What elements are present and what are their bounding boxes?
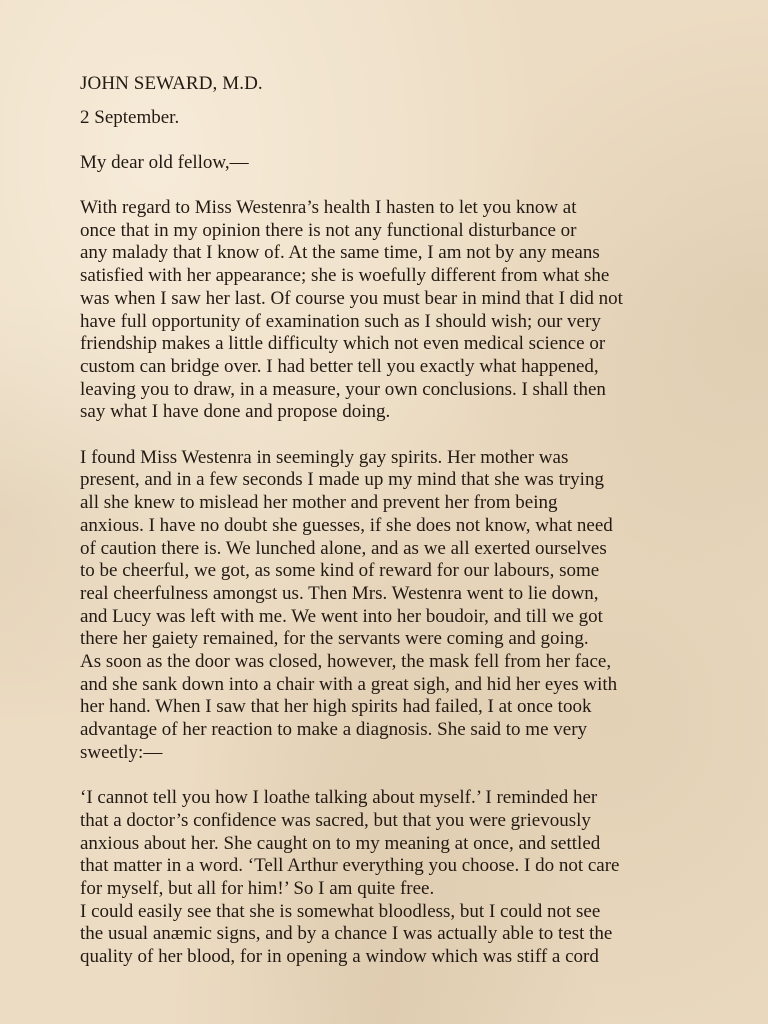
text-line: to be cheerful, we got, as some kind of reward for our labours, some [80,560,600,582]
text-line: satisfied with her appearance; she is woefully different from what she [80,265,610,287]
text-line: ‘I cannot tell you how I loathe talking about myself.’ I reminded her [80,787,598,809]
text-line: have full opportunity of examination such as I should wish; our very [80,310,601,332]
text-line: and Lucy was left with me. We went into her boudoir, and till we got [80,605,603,627]
text-line: real cheerfulness amongst us. Then Mrs. Westenra went to lie down, [80,582,599,604]
text-line: present, and in a few seconds I made up my mind that she was trying [80,469,604,491]
text-line: for myself, but all for him!’ So I am quite free. [80,878,435,900]
text-line: all she knew to mislead her mother and prevent her from being [80,492,558,514]
paragraph-2 [80,447,700,765]
text-line: I could easily see that she is somewhat bloodless, but I could not see [80,900,601,922]
paragraph-1 [80,197,700,424]
text-line: once that in my opinion there is not any functional disturbance or [80,219,577,241]
paragraph-4 [80,901,700,969]
text-line: I found Miss Westenra in seemingly gay spirits. Her mother was [80,446,569,468]
letter-page [80,72,700,992]
text-line: that a doctor’s confidence was sacred, but that you were grievously [80,809,591,831]
text-line: sweetly:— [80,741,163,763]
text-line: any malady that I know of. At the same time, I am not by any means [80,242,600,264]
letter-salutation: My dear old fellow,— [80,152,249,173]
text-line: was when I saw her last. Of course you must bear in mind that I did not [80,287,623,309]
paragraph-3 [80,787,700,901]
text-line: anxious. I have no doubt she guesses, if she does not know, what need [80,514,613,536]
text-line: and she sank down into a chair with a great sigh, and hid her eyes with [80,673,618,695]
letter-heading: JOHN SEWARD, M.D. [80,73,263,94]
text-line: As soon as the door was closed, however, the mask fell from her face, [80,651,612,673]
text-line: her hand. When I saw that her high spirits had failed, I at once took [80,696,592,718]
text-line: custom can bridge over. I had better tell you exactly what happened, [80,355,599,377]
letter-date: 2 September. [80,107,180,128]
text-line: leaving you to draw, in a measure, your own conclusions. I shall then [80,378,606,400]
text-line: friendship makes a little difficulty which not even medical science or [80,333,606,355]
text-line: advantage of her reaction to make a diagnosis. She said to me very [80,719,588,741]
text-line: of caution there is. We lunched alone, and as we all exerted ourselves [80,537,607,559]
text-line: quality of her blood, for in opening a window which was stiff a cord [80,946,599,968]
text-line: say what I have done and propose doing. [80,401,391,423]
text-line: there her gaiety remained, for the servants were coming and going. [80,628,589,650]
text-line: With regard to Miss Westenra’s health I hasten to let you know at [80,197,577,218]
text-line: that matter in a word. ‘Tell Arthur everything you choose. I do not care [80,855,620,877]
text-line: the usual anæmic signs, and by a chance I was actually able to test the [80,923,613,945]
text-line: anxious about her. She caught on to my meaning at once, and settled [80,832,601,854]
